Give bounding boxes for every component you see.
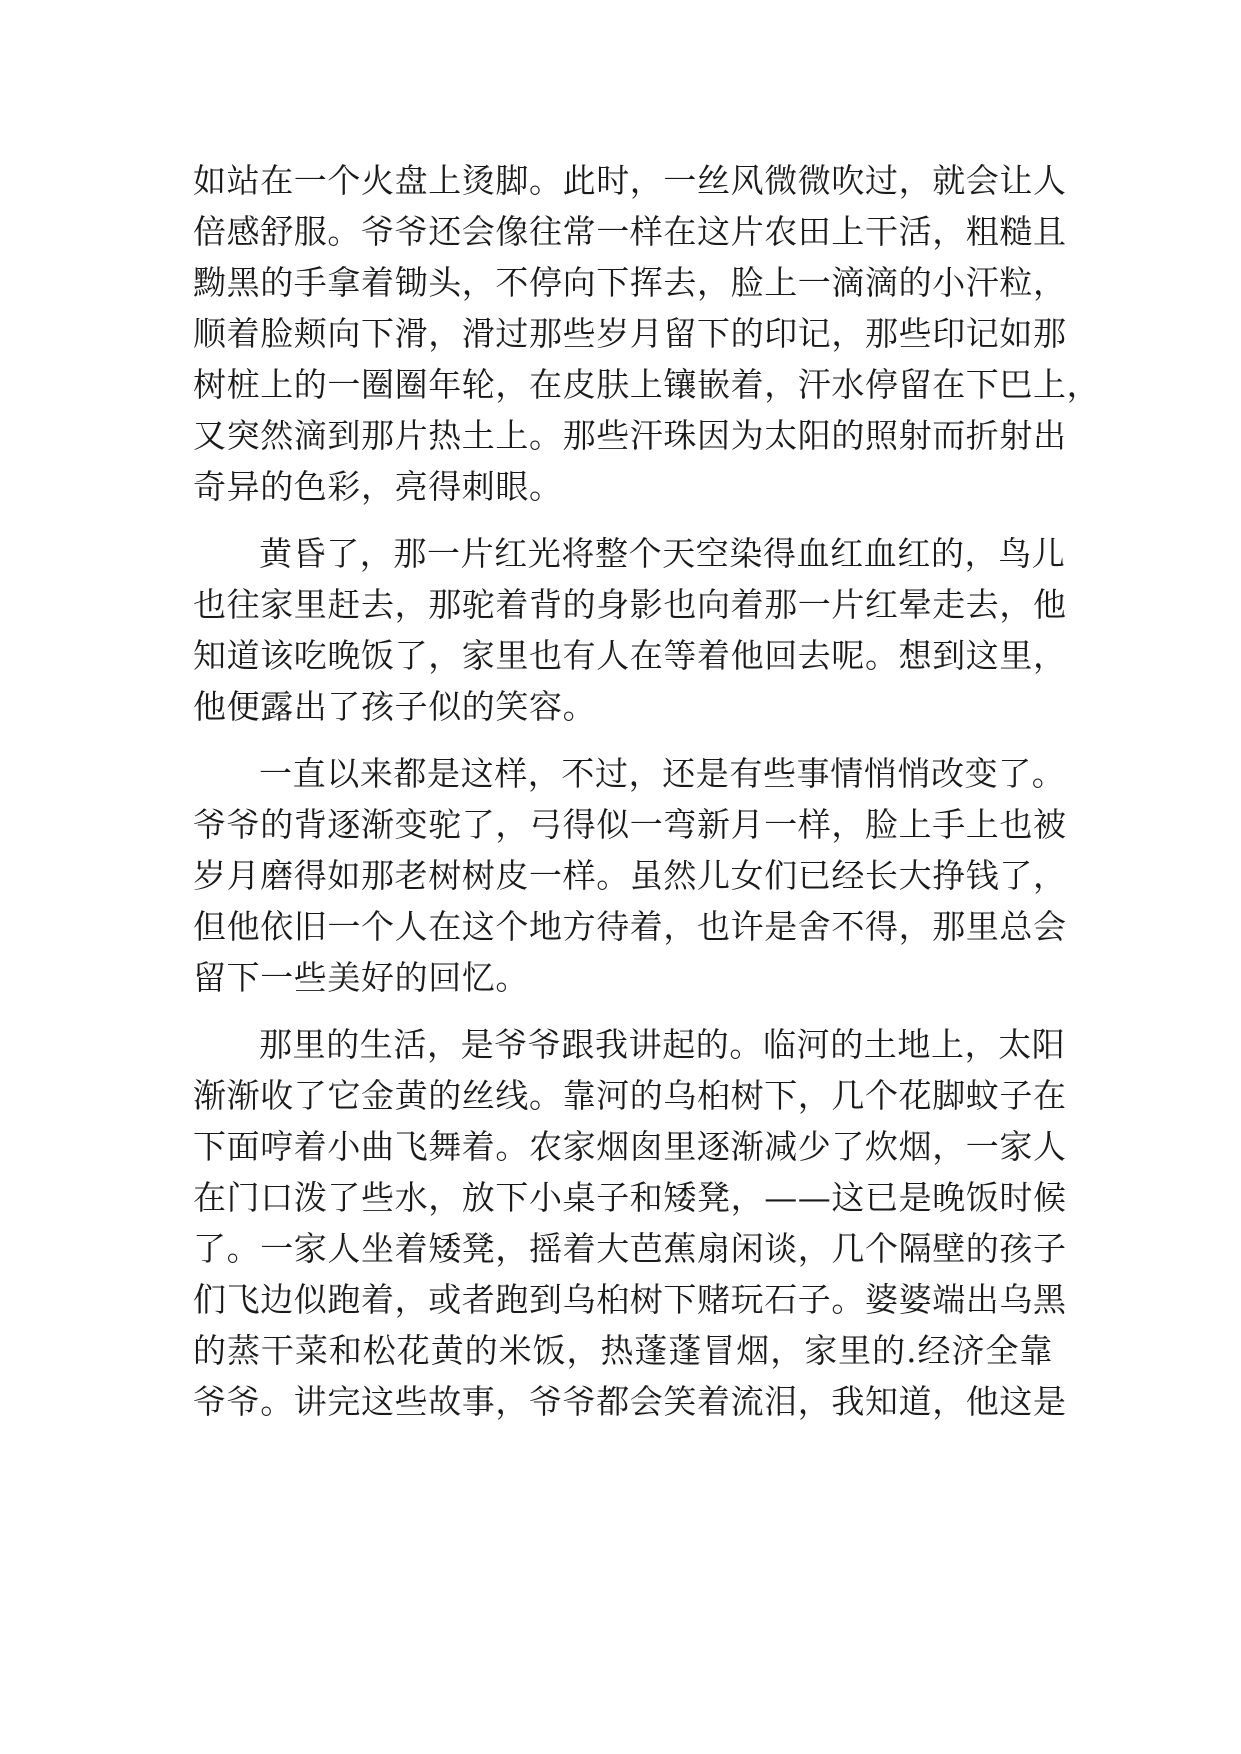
text-line: 爷爷的背逐渐变驼了，弓得似一弯新月一样，脸上手上也被 — [193, 805, 1067, 844]
text-line: 黝黑的手拿着锄头，不停向下挥去，脸上一滴滴的小汗粒， — [193, 263, 1067, 302]
text-line: 树桩上的一圈圈年轮，在皮肤上镶嵌着，汗水停留在下巴上， — [193, 365, 1101, 404]
text-line: 的蒸干菜和松花黄的米饭，热蓬蓬冒烟，家里的.经济全靠 — [193, 1331, 1053, 1370]
text-line: 一直以来都是这样，不过，还是有些事情悄悄改变了。 — [259, 754, 1066, 793]
paragraph — [193, 1019, 1067, 1427]
text-line: 如站在一个火盘上烫脚。此时，一丝风微微吹过，就会让人 — [193, 161, 1067, 200]
text-line: 在门口泼了些水，放下小桌子和矮凳，——这已是晚饭时候 — [193, 1178, 1067, 1217]
text-line: 黄昏了，那一片红光将整个天空染得血红血红的，鸟儿 — [259, 534, 1066, 573]
text-line: 渐渐收了它金黄的丝线。靠河的乌桕树下，几个花脚蚊子在 — [193, 1076, 1067, 1115]
text-line: 也往家里赶去，那驼着背的身影也向着那一片红晕走去，他 — [193, 585, 1067, 624]
text-line: 他便露出了孩子似的笑容。 — [193, 687, 597, 726]
text-line: 那里的生活，是爷爷跟我讲起的。临河的土地上，太阳 — [259, 1025, 1066, 1064]
text-line: 又突然滴到那片热土上。那些汗珠因为太阳的照射而折射出 — [193, 416, 1067, 455]
text-line: 岁月磨得如那老树树皮一样。虽然儿女们已经长大挣钱了， — [193, 856, 1067, 895]
text-line: 们飞边似跑着，或者跑到乌桕树下赌玩石子。婆婆端出乌黑 — [193, 1280, 1067, 1319]
text-line: 但他依旧一个人在这个地方待着，也许是舍不得，那里总会 — [193, 907, 1067, 946]
text-line: 知道该吃晚饭了，家里也有人在等着他回去呢。想到这里， — [193, 636, 1067, 675]
body-text — [193, 155, 1101, 1443]
paragraph — [193, 155, 1101, 512]
text-line: 了。一家人坐着矮凳，摇着大芭蕉扇闲谈，几个隔壁的孩子 — [193, 1229, 1067, 1268]
text-line: 顺着脸颊向下滑，滑过那些岁月留下的印记，那些印记如那 — [193, 314, 1067, 353]
text-line: 倍感舒服。爷爷还会像往常一样在这片农田上干活，粗糙且 — [193, 212, 1067, 251]
text-line: 奇异的色彩，亮得刺眼。 — [193, 467, 563, 506]
text-line: 留下一些美好的回忆。 — [193, 958, 529, 997]
text-line: 下面哼着小曲飞舞着。农家烟囱里逐渐减少了炊烟，一家人 — [193, 1127, 1067, 1166]
paragraph — [193, 528, 1067, 732]
text-line: 爷爷。讲完这些故事，爷爷都会笑着流泪，我知道，他这是 — [193, 1382, 1067, 1421]
paragraph — [193, 748, 1067, 1003]
